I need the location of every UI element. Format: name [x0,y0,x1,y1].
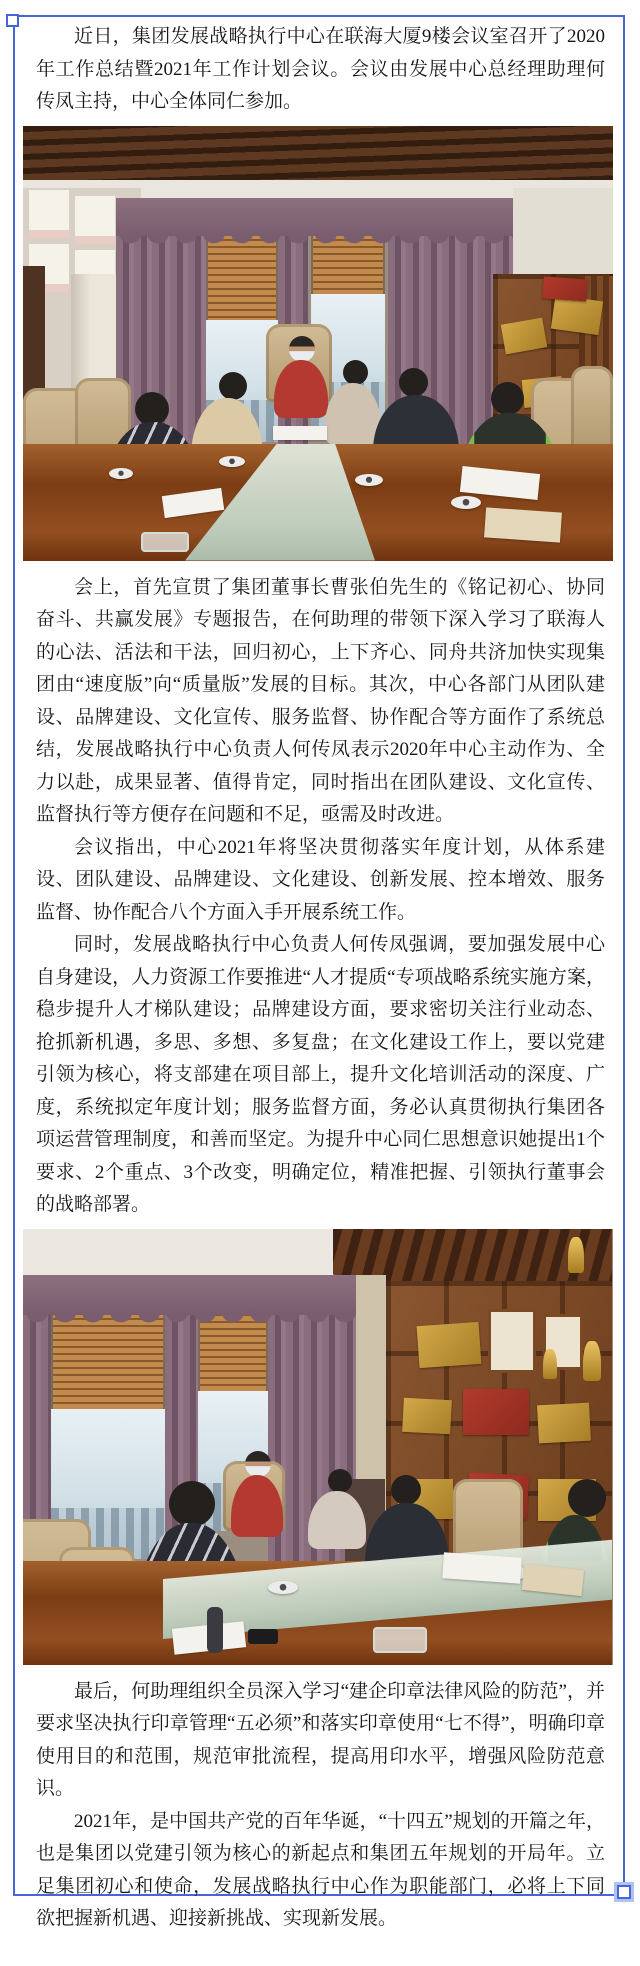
photo2-red-plaque [463,1389,529,1435]
photo1-person-head [219,372,247,400]
frame-handle-top-left[interactable] [6,14,19,27]
photo1-person-head-masked [289,336,315,362]
photo2-person-head [391,1475,421,1505]
paragraph-1: 近日，集团发展战略执行中心在联海大厦9楼会议室召开了2020年工作总结暨2021年工作计划会议。会议由发展中心总经理助理何传凤主持，中心全体同仁参加。 [36,26,605,112]
photo1-notebook [484,507,562,542]
photo2-gold-plaque [402,1397,452,1433]
photo1-person-head [491,382,524,415]
photo2-trophy [583,1341,601,1381]
paragraph-2: 会上，首先宣贯了集团董事长曹张伯先生的《铭记初心、协同奋斗、共赢发展》专题报告，在何助理的带领下深入学习了联海人的心法、活法和干法，回归初心，上下齐心、同舟共济加快实现集团由“速度版”向“质量版”发展的目标。其次，中心各部门从团队建设、品牌建设、文化宣传、服务监督、协作配合等方面作了系统总结，发展战略执行中心负责人何传凤表示2020年中心主动作为、全力以赴，成果显著、值得肯定，同时指出在团队建设、文化宣传、监督执行等方便存在问题和不足，亟需及时改进。 [36,576,605,825]
photo2-person-head [328,1469,352,1493]
photo2-person-head [568,1479,606,1517]
paragraph-3: 会议指出，中心2021年将坚决贯彻落实年度计划，从体系建设、团队建设、品牌建设、文化建设、创新发展、控本增效、服务监督、协作配合八个方面入手开展系统工作。 [36,836,605,923]
article-content [36,21,605,1936]
photo2-cable-grommet [268,1581,298,1594]
photo2-document [442,1552,522,1583]
frame-handle-bottom-right[interactable] [617,1885,631,1899]
photo2-person-head [169,1481,215,1527]
photo2-phone [248,1629,278,1644]
paragraph-5: 最后，何助理组织全员深入学习“建企印章法律风险的防范”，并要求坚决执行印章管理“五必须”和落实印章使用“七不得”，明确印章使用目的和范围，规范审批流程，提高用印水平，增强风险防范意识。 [36,1680,605,1799]
photo1-document [273,426,327,440]
photo2-person-head-masked [245,1451,271,1477]
photo1-person-head [343,360,368,385]
photo2-curtain-valance [23,1275,356,1315]
photo1-person-head [399,368,428,397]
photo1-red-plaque [542,276,587,301]
photo1-cable-grommet [219,456,245,467]
meeting-room-photo-1[interactable] [23,126,613,561]
meeting-room-photo-2[interactable] [23,1229,613,1665]
photo2-gold-plaque [537,1402,591,1443]
photo1-person-head [135,392,169,426]
photo2-trophy [568,1237,584,1273]
photo1-cable-grommet [109,468,133,479]
photo2-white-ceiling [23,1229,383,1275]
photo1-chair [571,366,613,450]
photo2-gold-plaque [417,1321,482,1367]
photo1-curtain-valance [116,198,513,236]
photo1-wall-certificate [75,196,115,244]
photo1-cable-grommet [451,496,481,509]
photo2-glass-ashtray [373,1627,427,1653]
photo2-thermos [207,1607,223,1653]
photo1-cable-grommet [355,474,383,486]
photo1-wall-certificate [29,190,69,238]
photo1-glass-ashtray [141,532,189,552]
paragraph-4: 同时，发展战略执行中心负责人何传凤强调，要加强发展中心自身建设，人力资源工作要推进“人才提质“专项战略系统实施方案，稳步提升人才梯队建设；品牌建设方面，要求密切关注行业动态、抢抓新机遇，多思、多想、多复盘；在文化建设工作上，要以党建引领为核心，将支部建在项目部上，提升文化培训活动的深度、广度，系统拟定年度计划；服务监督方面，务必认真贯彻执行集团各项运营管理制度，和善而坚定。为提升中心同仁思想意识她提出1个要求、2个重点、3个改变，明确定位，精准把握、引领执行董事会的战略部署。 [36,934,605,1215]
photo2-framed-certificate [488,1309,536,1373]
photo1-wood-beam-ceiling [23,126,613,180]
photo2-trophy [543,1349,557,1379]
paragraph-6: 2021年，是中国共产党的百年华诞，“十四五”规划的开篇之年，也是集团以党建引领为核心的新起点和集团五年规划的开局年。立足集团初心和使命，发展战略执行中心作为职能部门，必将上下同欲把握新机遇、迎接新挑战、实现新发展。 [36,1810,605,1929]
photo2-notebook [522,1563,584,1595]
photo1-right-wall [513,188,613,278]
